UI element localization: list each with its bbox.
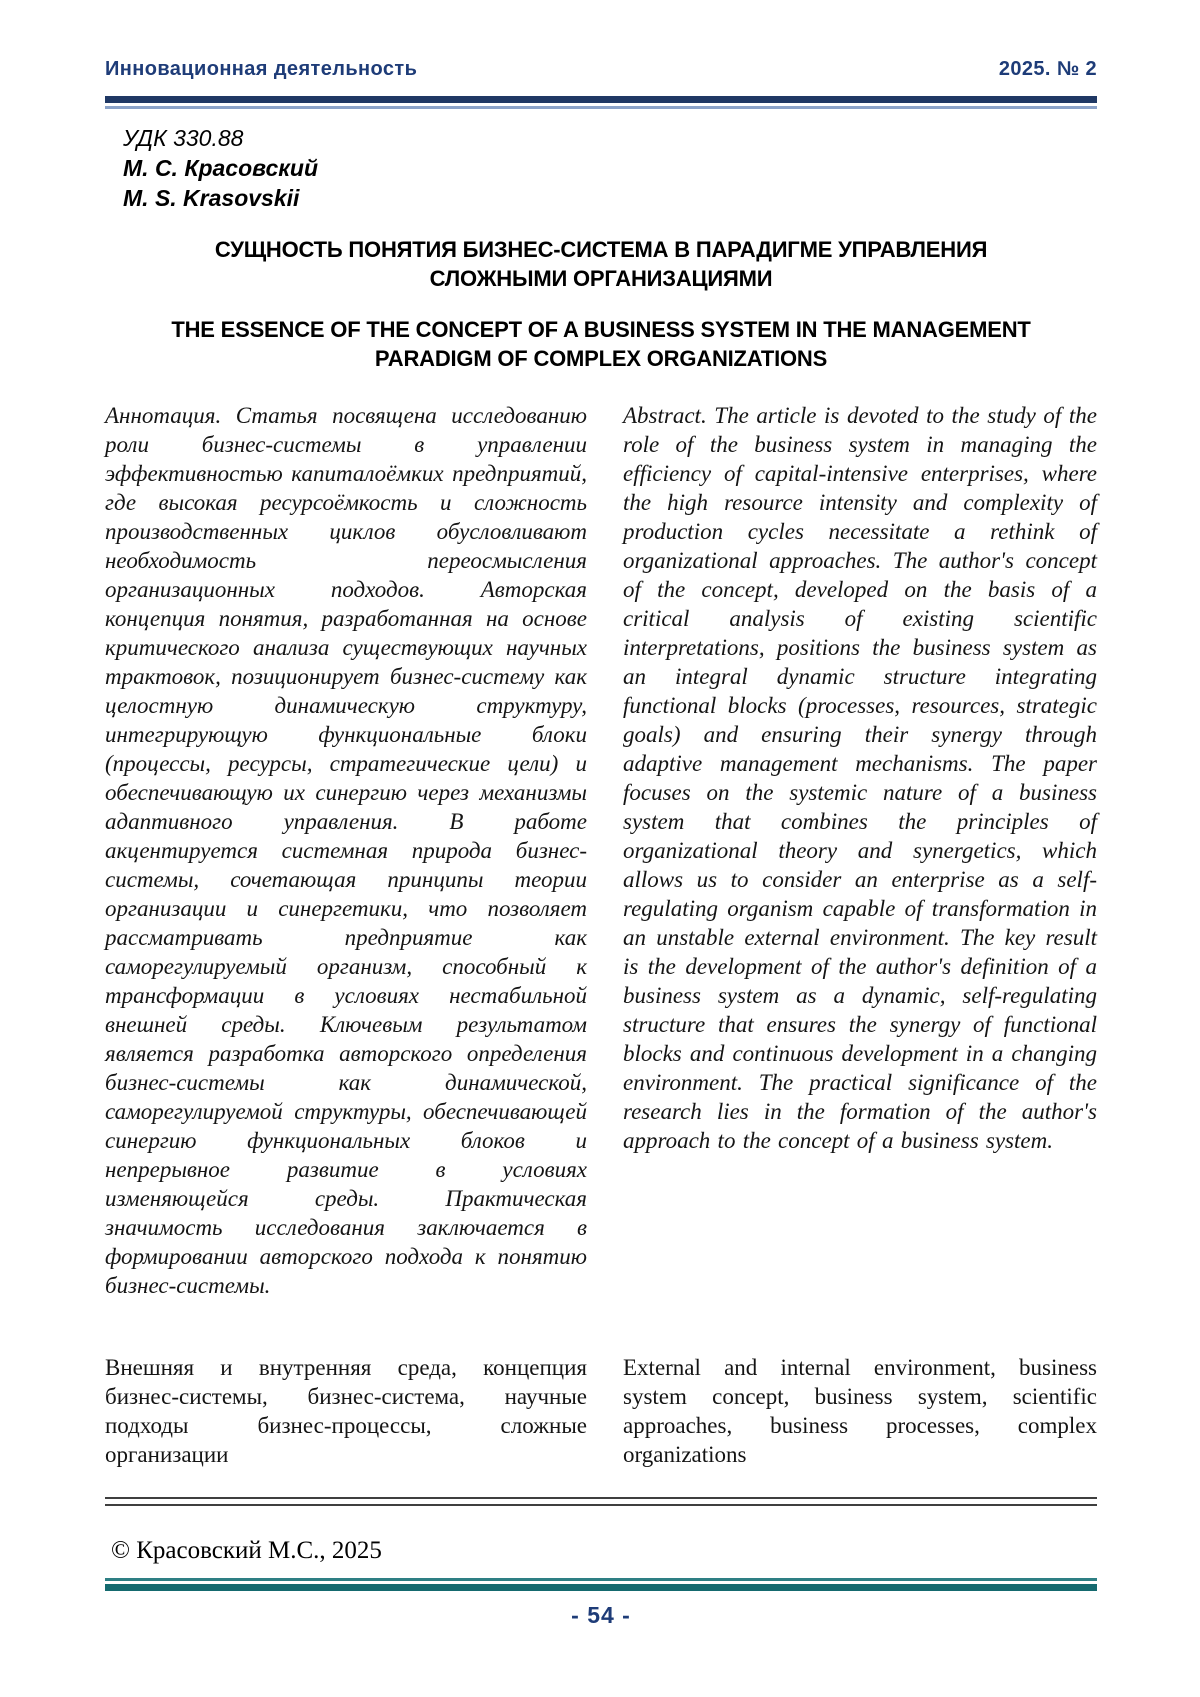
section-separator-rule (105, 1497, 1097, 1506)
udc-code: УДК 330.88 (123, 125, 244, 151)
abstract-ru: Аннотация. Статья посвящена исследованию роли бизнес-системы в управлении эффективностью капиталоёмких предприятий, где высокая ресурсоёмкость и сложность производственных циклов обусловливают необходимость переосмысления организационных подходов. Авторская концепция понятия, разработанная на основе критического анализа существующих научных трактовок, позиционирует бизнес-систему как целостную динамическую структуру, интегрирующую функциональные блоки (процессы, ресурсы, стратегические цели) и обеспечивающую их синергию через механизмы адаптивного управления. В работе акцентируется системная природа бизнес-системы, сочетающая принципы теории организации и синергетики, что позволяет рассматривать предприятие как саморегулируемый организм, способный к трансформации в условиях нестабильной внешней среды. Ключевым результатом является разработка авторского определения бизнес-системы как динамической, саморегулируемой структуры, обеспечивающей синергию функциональных блоков и непрерывное развитие в условиях изменяющейся среды. Практическая значимость исследования заключается в формировании авторского подхода к понятию бизнес-системы. (105, 403, 587, 1298)
copyright-line: © Красовский М.С., 2025 (111, 1537, 382, 1564)
author-name-en: M. S. Krasovskii (123, 185, 300, 211)
header-rule-thick (105, 96, 1097, 103)
abstract-columns (105, 401, 1097, 1469)
running-head (105, 56, 1097, 82)
footer-rule-thick (105, 1584, 1097, 1591)
header-rule-thin (105, 106, 1097, 109)
journal-name: Инновационная деятельность (105, 58, 418, 80)
author-name-ru: М. С. Красовский (123, 155, 319, 181)
keywords-en: External and internal environment, business system concept, business system, scientific approaches, business processes, complex organizations (623, 1355, 1097, 1467)
keywords-ru: Внешняя и внутренняя среда, концепция бизнес-системы, бизнес-система, научные подходы бизнес-процессы, сложные организации (105, 1355, 587, 1467)
issue-number: 2025. № 2 (998, 58, 1097, 80)
page-footer (105, 1578, 1097, 1697)
article-title-en: THE ESSENCE OF THE CONCEPT OF A BUSINESS SYSTEM IN THE MANAGEMENT PARADIGM OF COMPLEX ORGANIZATIONS (171, 317, 1031, 371)
footer-rule-thin (105, 1578, 1097, 1581)
article-meta (105, 123, 1097, 213)
page-number: - 54 - (571, 1602, 631, 1628)
article-title-ru: СУЩНОСТЬ ПОНЯТИЯ БИЗНЕС-СИСТЕМА В ПАРАДИГМЕ УПРАВЛЕНИЯ СЛОЖНЫМИ ОРГАНИЗАЦИЯМИ (214, 237, 988, 291)
abstract-en: Abstract. The article is devoted to the study of the role of the business system in managing the efficiency of capital-intensive enterprises, where the high resource intensity and complexity of production cycles necessitate a rethink of organizational approaches. The author's concept of the concept, developed on the basis of a critical analysis of existing scientific interpretations, positions the business system as an integral dynamic structure integrating functional blocks (processes, resources, strategic goals) and ensuring their synergy through adaptive management mechanisms. The paper focuses on the systemic nature of a business system that combines the principles of organizational theory and synergetics, which allows us to consider an enterprise as a self-regulating organism capable of transformation in an unstable external environment. The key result is the development of the author's definition of a business system as a dynamic, self-regulating structure that ensures the synergy of functional blocks and continuous development in a changing environment. The practical significance of the research lies in the formation of the author's approach to the concept of a business system. (623, 403, 1097, 1153)
